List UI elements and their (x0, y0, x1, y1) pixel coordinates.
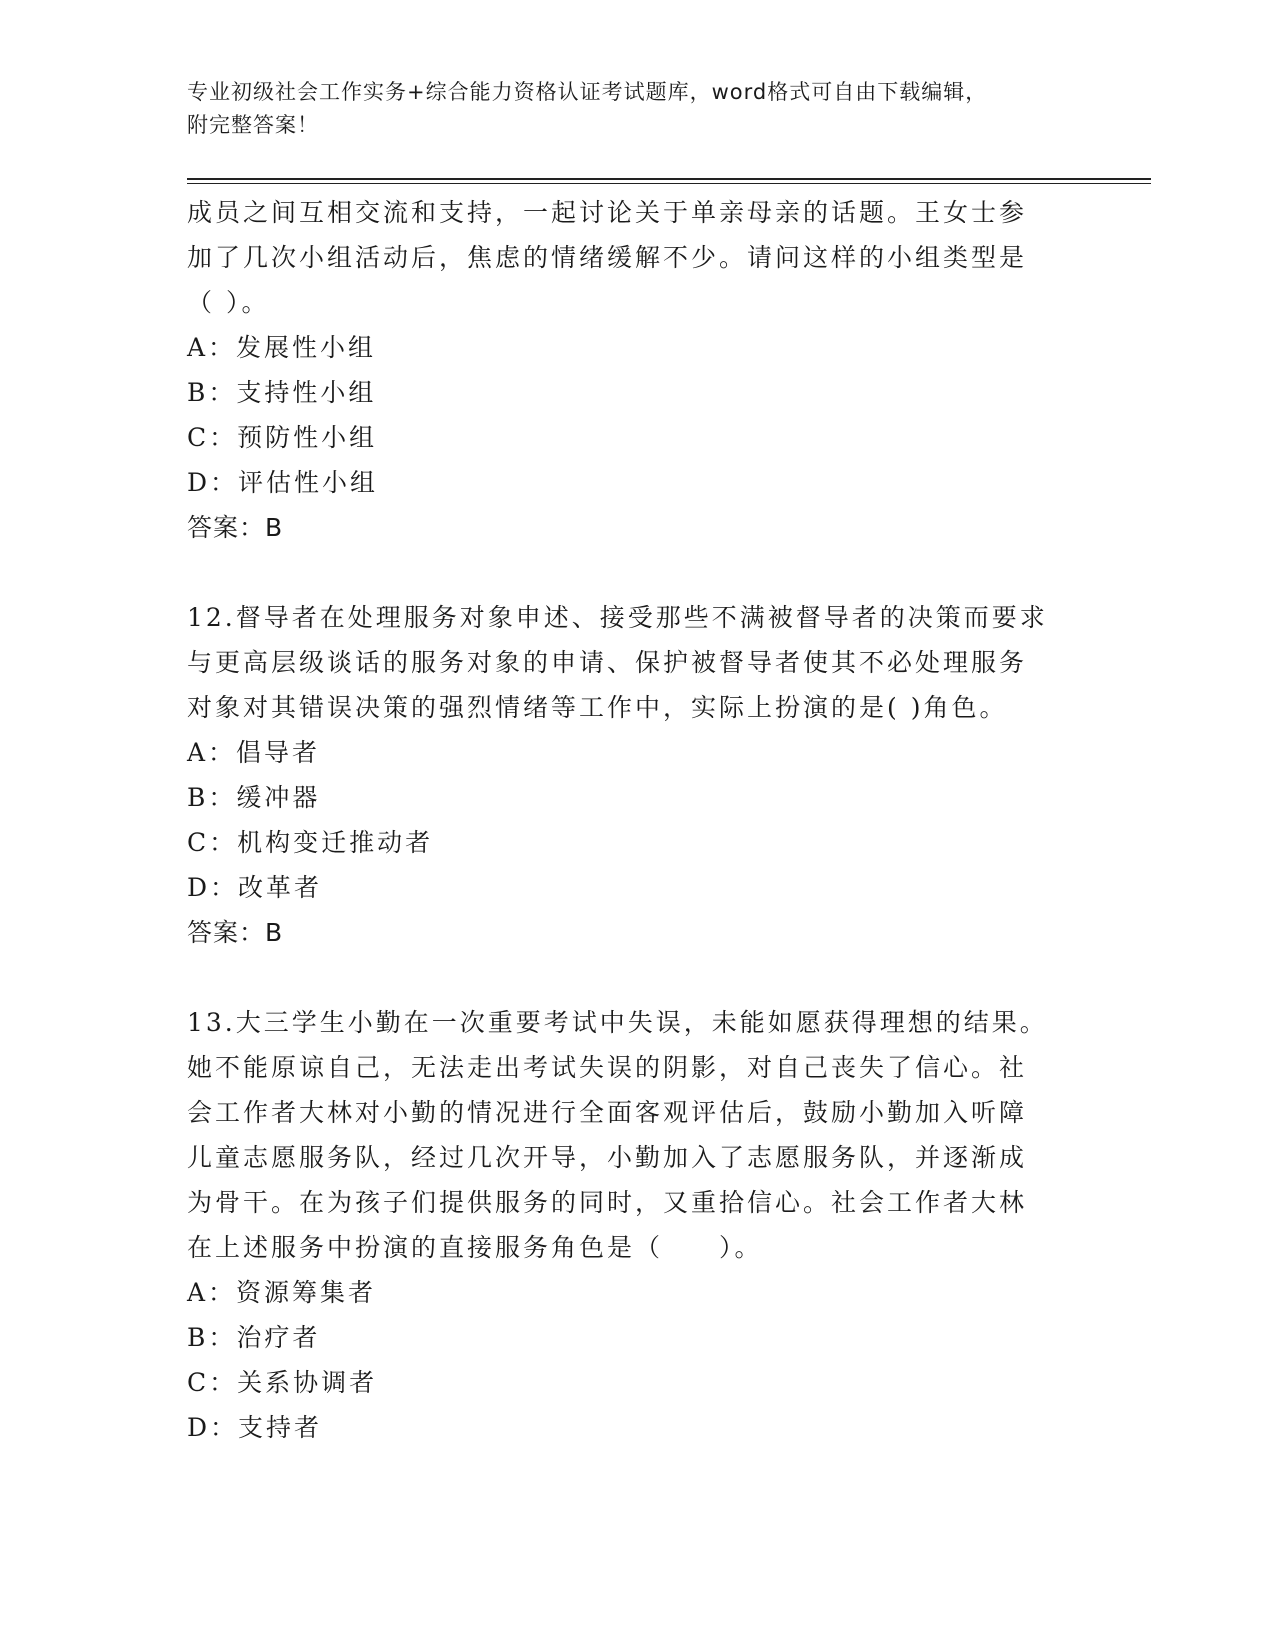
question-stem-line: 12.督导者在处理服务对象申述、接受那些不满被督导者的决策而要求 (187, 603, 1048, 632)
option-b: B：缓冲器 (187, 783, 321, 812)
header-line-1: 专业初级社会工作实务+综合能力资格认证考试题库，word格式可自由下载编辑， (187, 80, 988, 104)
header-line-2: 附完整答案！ (187, 113, 319, 137)
option-d: D：改革者 (187, 873, 323, 902)
option-d: D：支持者 (187, 1413, 323, 1442)
question-stem-line: 加了几次小组活动后，焦虑的情绪缓解不少。请问这样的小组类型是 (187, 243, 1028, 272)
question-stem-line: 与更高层级谈话的服务对象的申请、保护被督导者使其不必处理服务 (187, 648, 1028, 677)
question-stem-line: 成员之间互相交流和支持，一起讨论关于单亲母亲的话题。王女士参 (187, 198, 1028, 227)
question-stem-line: 对象对其错误决策的强烈情绪等工作中，实际上扮演的是( )角色。 (187, 693, 1008, 722)
question-stem-line: 13.大三学生小勤在一次重要考试中失误，未能如愿获得理想的结果。 (187, 1008, 1048, 1037)
page-header (187, 76, 1087, 142)
question-stem-line: 儿童志愿服务队，经过几次开导，小勤加入了志愿服务队，并逐渐成 (187, 1143, 1028, 1172)
option-c: C：关系协调者 (187, 1368, 378, 1397)
option-d: D：评估性小组 (187, 468, 379, 497)
answer-line: 答案：B (187, 918, 284, 947)
question-stem-line: （ ）。 (187, 288, 270, 317)
question-block (187, 190, 1087, 550)
option-c: C：机构变迁推动者 (187, 828, 434, 857)
option-b: B：支持性小组 (187, 378, 377, 407)
question-stem-line: 在上述服务中扮演的直接服务角色是（ ）。 (187, 1233, 763, 1262)
question-stem-line: 她不能原谅自己，无法走出考试失误的阴影，对自己丧失了信心。社 (187, 1053, 1028, 1082)
answer-line: 答案：B (187, 513, 284, 542)
question-stem-line: 为骨干。在为孩子们提供服务的同时，又重拾信心。社会工作者大林 (187, 1188, 1028, 1217)
question-block (187, 1000, 1087, 1450)
option-a: A：倡导者 (187, 738, 321, 767)
option-a: A：资源筹集者 (187, 1278, 377, 1307)
header-divider (187, 178, 1151, 184)
option-a: A：发展性小组 (187, 333, 377, 362)
option-b: B：治疗者 (187, 1323, 321, 1352)
question-block (187, 595, 1087, 955)
option-c: C：预防性小组 (187, 423, 378, 452)
question-list (187, 190, 1087, 1450)
question-stem-line: 会工作者大林对小勤的情况进行全面客观评估后，鼓励小勤加入听障 (187, 1098, 1028, 1127)
